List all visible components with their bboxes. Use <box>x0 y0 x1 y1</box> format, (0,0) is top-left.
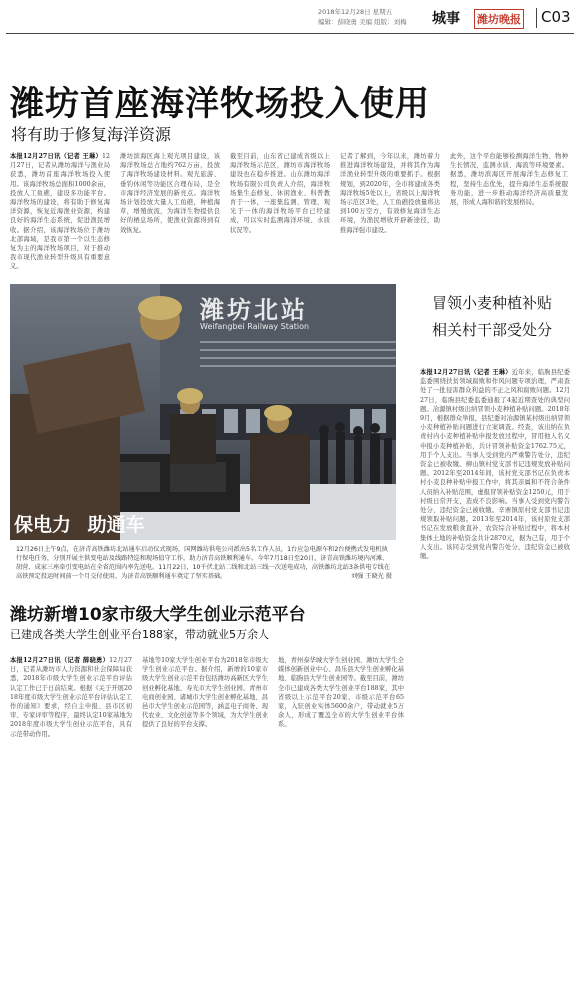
header-rule <box>6 33 574 34</box>
bottom-column-2 <box>142 656 268 750</box>
side-column <box>420 368 570 758</box>
editor-credits: 编辑：薛晓勇 美编 组版：刘梅 <box>318 18 407 26</box>
photo-overlay-title: 保电力 助通车 <box>14 514 145 536</box>
header-divider <box>536 8 537 28</box>
photo-caption <box>16 545 392 582</box>
issue-date: 2018年12月28日 星期五 <box>318 8 393 16</box>
bottom-column-1 <box>10 656 132 750</box>
station-sign: 潍坊北站 <box>200 296 308 324</box>
lead-text-5: 此外，这个平台能够检测海洋生物、物种生长情况，监测水质、海流等环境要素。据悉，潍坊滨海区开展海洋生态修复工程，坚持生态优先，提升海洋生态系统服务功能，进一步推动海洋经济高质量发展，形成人海和谐的发展格局。 <box>450 153 568 207</box>
side-dateline: 本报12月27日讯（记者 王琳） <box>420 369 512 376</box>
bottom-text-3: 地，青州泰华城大学生创业园、潍坊大学生全媒体创新创业中心、昌乐县大学生创业孵化基地、临朐县大学生创业园等。截至目前，潍坊全市已建成各类大学生创业平台188家，其中省级以上示范平台20家，市级示范平台65家，入驻创业实体5600余户，带动就业5万余人，形成了覆盖全市的大学生创业平台体系。 <box>278 657 404 729</box>
bottom-subheadline: 已建成各类大学生创业平台188家，带动就业5万余人 <box>10 628 269 641</box>
lead-column-4 <box>340 152 440 272</box>
side-text: 近年来，临朐县纪委监委围绕扶贫领域腐败和作风问题专项治理，严肃查处了一批侵害群众利益的不正之风和腐败问题。12月27日，临朐县纪委监委通报了4起近期查处的典型问题。冶源镇村级出纳冒领小麦种植补贴问题。2018年9月，根据群众举报，县纪委对冶源镇某村级出纳冒领小麦种植补贴问题进行立案调查。经查，该出纳在负责村内小麦种植补贴申报发放过程中，冒用他人名义申报小麦种植补贴，共计冒领补贴资金1762.75元，用于个人支出。当事人受到党内严重警告处分，违纪资金已被收缴。柳山镇村党支部书记违规发放补贴问题。2012年至2014年间，该村党支部书记在负责本村小麦良种补贴申报工作中，将其亲属和不符合条件人员纳入补贴范围，虚报冒领补贴资金1250元，用于村级日常开支，造成不良影响。当事人受到党内警告处分，违纪资金已被收缴。辛寨镇原村党支部书记违规领取补贴问题。2013年至2014年，该村原党支部书记在发放粮食直补、农资综合补贴过程中，将本村集体土地的补贴资金共计2870元，据为己有，用于个人支出。该同志受到党内警告处分，违纪资金已被收缴。 <box>420 369 570 561</box>
side-headline-line2: 相关村干部受处分 <box>432 321 553 339</box>
side-headline-line1: 冒领小麦种植补贴 <box>432 294 553 312</box>
photo-caption-text: 12月26日上午9点，在济青高铁潍坊北站通车启动仪式现场，国网潍坊供电公司派出5名工作人员，1台应急电源车和2台便携式发电机执行保电任务，分别开展主供变电站及线路特巡和现场值守工作，助力济青高铁顺利通车。今年7月18日至20日，济青高铁潍坊境内河滩、胡营、成家三座牵引变电站在全省范围内率先送电。11月22日，10千伏北站二线和北站三线一次送电成功，高铁潍坊北站3条供电专线在高铁预定投运时间前一个月交付使用，为济青高铁顺利通车奠定了坚实基础。 <box>16 546 391 580</box>
lead-column-2 <box>120 152 220 272</box>
lead-dateline: 本报12月27日讯（记者 王琳） <box>10 153 102 160</box>
bottom-text-1: 12月27日，记者从潍坊市人力资源和社会保障局获悉，2018年市级大学生创业示范平台评估认定工作已于日前结束。根据《关于开展2018年度市级大学生创业示范平台评估认定工作的通知》要求，经自主申报、县市区初审、专家评审等程序，最终认定10家基地为2018年度市级大学生创业示范平台，具有示范带动作用。 <box>10 657 132 738</box>
page-number: C03 <box>541 8 571 26</box>
photo-credit: 刘强 王晓光 摄 <box>350 573 392 580</box>
lead-text-3: 截至目前，山东省已建成省级以上海洋牧场示范区，潍坊市海洋牧场建设也在稳步推进。山东潍坊海洋牧场有限公司负责人介绍，海洋牧场集生态修复、休闲渔业、科普教育于一体，一座集监测、管理、观光于一体的海洋牧场平台已经建成，可以实时监测海洋环境、水质状况等。 <box>230 153 330 234</box>
lead-text-4: 记者了解到，今年以来，潍坊着力推进海洋牧场建设，并将其作为海洋渔业转型升级的重要抓手。根据规划，到2020年，全市将建成各类海洋牧场5处以上，省级以上海洋牧场示范区3处，人工鱼礁投放量将达到100万空方，有效修复海洋生态环境，为渔民增收开辟新途径，助推海洋强市建设。 <box>340 153 440 234</box>
section-name: 城事 <box>432 11 460 27</box>
newspaper-logo: 潍坊晚报 <box>474 9 524 29</box>
lead-text-1: 12月27日，记者从潍坊海洋与渔业局获悉，潍坊首座海洋牧场投入使用。该海洋牧场总面积1000余亩，投放人工鱼礁，建设多功能平台。海洋牧场的建设，将有助于修复海洋资源，恢复近海渔业资源，构建良好的海洋生态系统，促进渔民增收。据介绍，该海洋牧场位于潍坊北部海域，是我市第一个以生态修复为主的海洋牧场项目，对于推动我市现代渔业转型升级具有重要意义。 <box>10 153 110 271</box>
news-photo <box>10 284 396 540</box>
station-sign-english: Weifangbei Railway Station <box>200 322 310 331</box>
lead-headline: 潍坊首座海洋牧场投入使用 <box>10 84 430 124</box>
lead-column-1 <box>10 152 110 272</box>
lead-text-2: 潍坊滨海区海上观光项目建设，该海洋牧场总占地约762万亩，投放了海洋牧场建设材料。观光旅游、垂钓休闲等功能区合理布局，是全市海洋经济发展的新亮点。海洋牧场计划投放大量人工鱼礁，种植海草，增殖放流，为海洋生物提供良好的栖息场所，使渔业资源得到有效恢复。 <box>120 153 220 234</box>
bottom-text-2: 基地等10家大学生创业平台为2018年市级大学生创业示范平台。据介绍，新增的10家市级大学生创业示范平台包括潍坊高新区大学生创业孵化基地、寿光市大学生创业园、青州市电商创业园、诸城市大学生创业孵化基地、昌邑市大学生创业示范园等，涵盖电子商务、现代农业、文化创意等多个领域，为大学生创业提供了良好的平台支撑。 <box>142 657 268 729</box>
lead-column-5 <box>450 152 568 272</box>
bottom-headline: 潍坊新增10家市级大学生创业示范平台 <box>10 605 306 625</box>
lead-column-3 <box>230 152 330 272</box>
bottom-dateline: 本报12月27日讯（记者 薛晓勇） <box>10 657 110 664</box>
bottom-column-3 <box>278 656 404 750</box>
lead-subheadline: 将有助于修复海洋资源 <box>11 125 172 144</box>
